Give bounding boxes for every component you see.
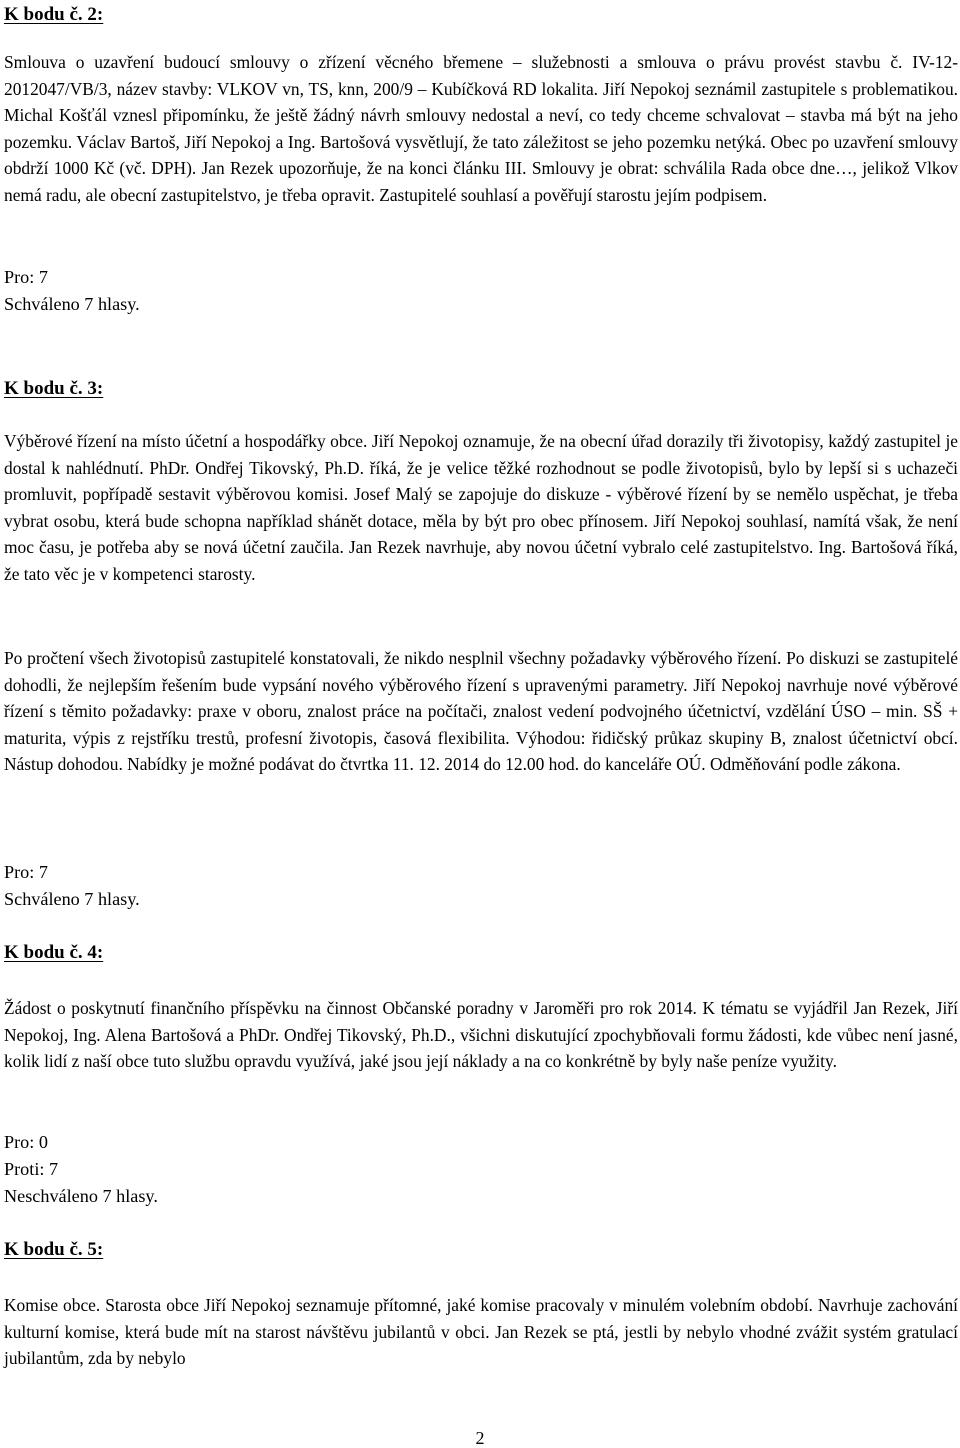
section-heading-bod-3: K bodu č. 3: [4, 378, 104, 399]
vote-for-bod-2: Pro: 7 [4, 267, 48, 287]
paragraph-bod-4: Žádost o poskytnutí finančního příspěvku na činnost Občanské poradny v Jaroměři pro rok 2014. K tématu se vyjádřil Jan Rezek, Jiří Nepokoj, Ing. Alena Bartošová a PhDr. Ondřej Tikovský, Ph.D., všichni diskutující zpochybňovali formu žádosti, kde vůbec není jasné, kolik lidí z naší obce tuto službu opravdu využívá, jaké jsou její náklady a na co konkrétně by byly naše peníze využity. [4, 998, 958, 1071]
section-heading-bod-2: K bodu č. 2: [4, 4, 104, 25]
paragraph-bod-3-a: Výběrové řízení na místo účetní a hospodářky obce. Jiří Nepokoj oznamuje, že na obecní úřad dorazily tři životopisy, každý zastupitel je dostal k nahlédnutí. PhDr. Ondřej Tikovský, Ph.D. říká, že je velice těžké rozhodnout se podle životopisů, bylo by lepší si s uchazeči promluvit, popřípadě sestavit výběrovou komisi. Josef Malý se zapojuje do diskuze - výběrové řízení by se nemělo uspěchat, je třeba vybrat osobu, která bude schopna například shánět dotace, měla by být pro obec přínosem. Jiří Nepokoj souhlasí, namítá však, že není moc času, je potřeba aby se nová účetní zaučila. Jan Rezek navrhuje, aby novou účetní vybralo celé zastupitelstvo. Ing. Bartošová říká, že tato věc je v kompetenci starosty. [4, 431, 958, 584]
paragraph-bod-2: Smlouva o uzavření budoucí smlouvy o zřízení věcného břemene – služebnosti a smlouva o právu provést stavbu č. IV-12-2012047/VB/3, název stavby: VLKOV vn, TS, knn, 200/9 – Kubíčková RD lokalita. Jiří Nepokoj seznámil zastupitele s problematikou. Michal Košťál vznesl připomínku, že ještě žádný návrh smlouvy nedostal a neví, co tedy chceme schvalovat – stavba má být na jeho pozemku. Václav Bartoš, Jiří Nepokoj a Ing. Bartošová vysvětlují, že tato záležitost se jeho pozemku netýká. Obec po uzavření smlouvy obdrží 1000 Kč (vč. DPH). Jan Rezek upozorňuje, že na konci článku III. Smlouvy je obrat: schválila Rada obce dne…, jelikož Vlkov nemá radu, ale obecní zastupitelstvo, je třeba opravit. Zastupitelé souhlasí a pověřují starostu jejím podpisem. [4, 52, 958, 205]
vote-for-bod-4: Pro: 0 [4, 1132, 48, 1152]
vote-for-bod-3: Pro: 7 [4, 862, 48, 882]
section-heading-bod-4: K bodu č. 4: [4, 942, 104, 963]
vote-result-bod-2: Schváleno 7 hlasy. [4, 294, 140, 314]
vote-result-bod-4: Neschváleno 7 hlasy. [4, 1186, 158, 1206]
paragraph-bod-5: Komise obce. Starosta obce Jiří Nepokoj seznamuje přítomné, jaké komise pracovaly v minulém volebním období. Navrhuje zachování kulturní komise, která bude mít na starost návštěvu jubilantů v obci. Jan Rezek se ptá, jestli by nebylo vhodné zvážit systém gratulací jubilantům, zda by nebylo [4, 1295, 958, 1368]
vote-against-bod-4: Proti: 7 [4, 1159, 59, 1179]
vote-result-bod-3: Schváleno 7 hlasy. [4, 889, 140, 909]
section-heading-bod-5: K bodu č. 5: [4, 1239, 104, 1260]
page-number: 2 [475, 1428, 485, 1448]
paragraph-bod-3-b: Po pročtení všech životopisů zastupitelé konstatovali, že nikdo nesplnil všechny požadavky výběrového řízení. Po diskuzi se zastupitelé dohodli, že nejlepším řešením bude vypsání nového výběrového řízení s upravenými parametry. Jiří Nepokoj navrhuje nové výběrové řízení s těmito požadavky: praxe v oboru, znalost práce na počítači, znalost vedení podvojného účetnictví, vzdělání ÚSO – min. SŠ + maturita, výpis z rejstříku trestů, profesní životopis, časová flexibilita. Výhodou: řidičský průkaz skupiny B, znalost účetnictví obcí. Nástup dohodou. Nabídky je možné podávat do čtvrtka 11. 12. 2014 do 12.00 hod. do kanceláře OÚ. Odměňování podle zákona. [4, 648, 958, 774]
